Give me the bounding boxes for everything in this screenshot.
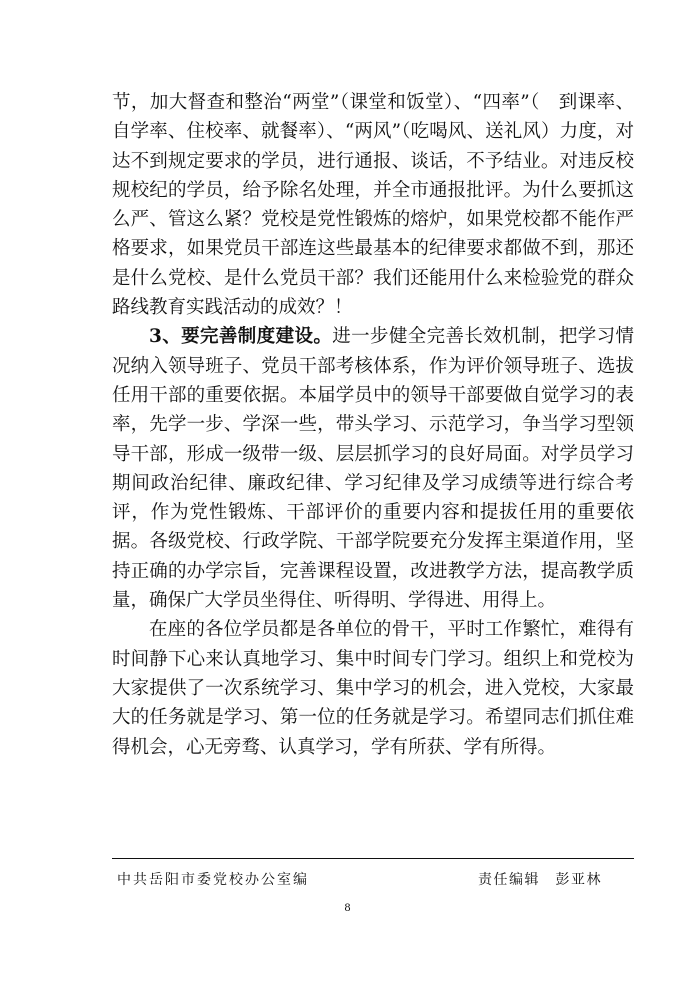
paragraph-continued: 节，加大督查和整治“两堂”（课堂和饭堂）、“四率”（ 到课率、自学率、住校率、就餐率）、“两风”（吃喝风、送礼风）力度，对达不到规定要求的学员，进行通报、谈话，不予结业。对违反校规校纪的学员，给予除名处理，并全市通报批评。为什么要抓这么严、管这么紧？党校是党性锻炼的熔炉，如果党校都不能作严格要求，如果党员干部连这些最基本的纪律要求都做不到，那还是什么党校、是什么党员干部？我们还能用什么来检验党的群众路线教育实践活动的成效？！ (112, 92, 634, 319)
editor-label: 责任编辑 彭亚林 (478, 872, 602, 888)
section-heading: 3、要完善制度建设。 (149, 326, 333, 348)
paragraph-system-building (112, 322, 634, 615)
body-text (112, 88, 634, 762)
publisher-label: 中共岳阳市委党校办公室编 (117, 872, 309, 888)
section-body: 进一步健全完善长效机制，把学习情况纳入领导班子、党员干部考核体系，作为评价领导班子、选拔任用干部的重要依据。本届学员中的领导干部要做自觉学习的表率，先学一步、学深一些，带头学习、示范学习，争当学习型领导干部，形成一级带一级、层层抓学习的良好局面。对学员学习期间政治纪律、廉政纪律、学习纪律及学习成绩等进行综合考评，作为党性锻炼、干部评价的重要内容和提拔任用的重要依据。各级党校、行政学院、干部学院要充分发挥主渠道作用，坚持正确的办学宗旨，完善课程设置，改进教学方法，提高教学质量，确保广大学员坐得住、听得明、学得进、用得上。 (112, 326, 634, 612)
paragraph-closing: 在座的各位学员都是各单位的骨干，平时工作繁忙，难得有时间静下心来认真地学习、集中时间专门学习。组织上和党校为大家提供了一次系统学习、集中学习的机会，进入党校，大家最大的任务就是学习、第一位的任务就是学习。希望同志们抓住难得机会，心无旁骛、认真学习，学有所获、学有所得。 (112, 619, 634, 758)
footer-divider (112, 858, 634, 859)
page-number: 8 (344, 900, 351, 914)
